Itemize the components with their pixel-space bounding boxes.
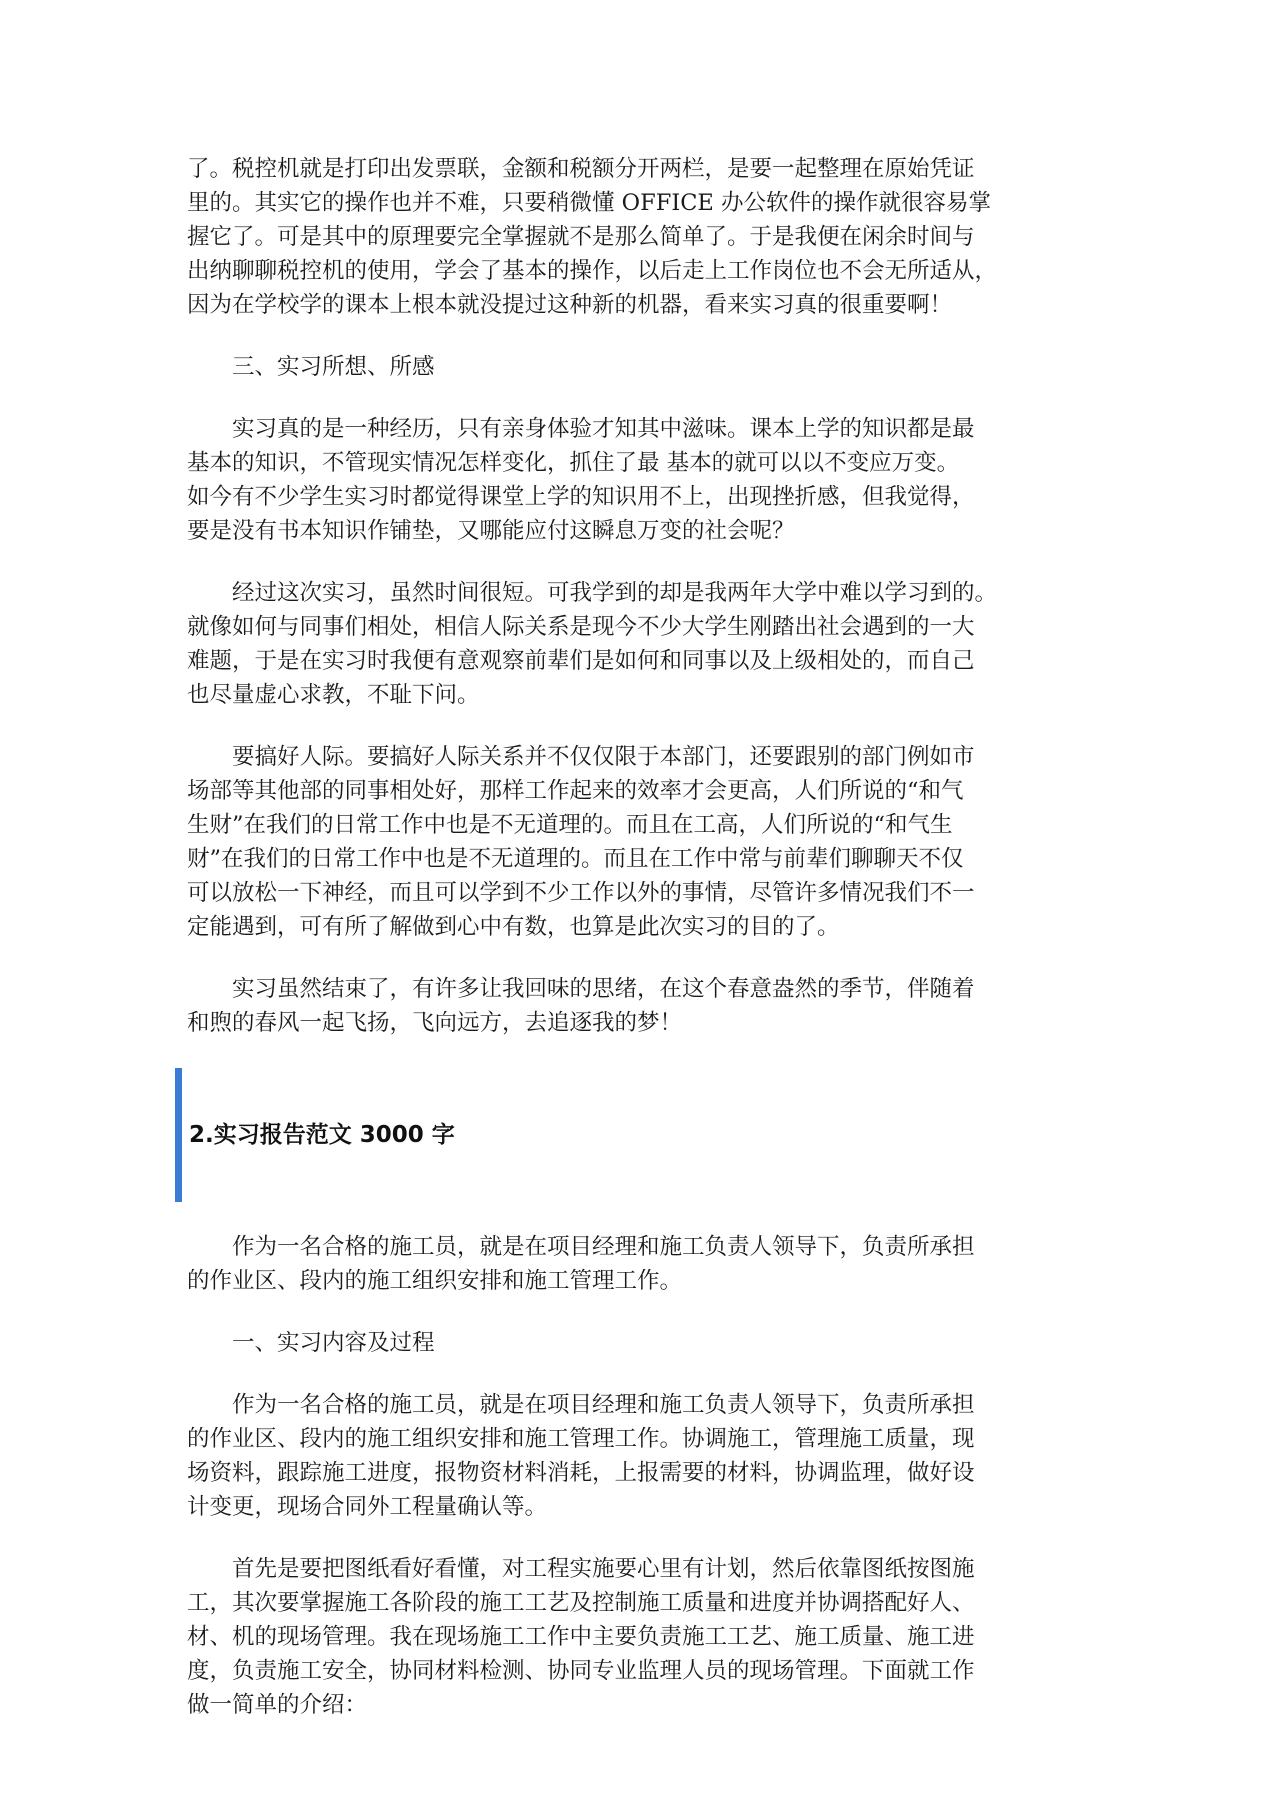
section-accent-bar <box>175 1068 182 1202</box>
paragraph-line: 出纳聊聊税控机的使用，学会了基本的操作，以后走上工作岗位也不会无所适从， <box>187 258 998 284</box>
paragraph-line: 的作业区、段内的施工组织安排和施工管理工作。 <box>187 1268 683 1294</box>
paragraph-line: 了。税控机就是打印出发票联，金额和税额分开两栏，是要一起整理在原始凭证 <box>187 156 975 182</box>
section-one-text <box>187 152 1097 1040</box>
paragraph-line: 实习虽然结束了，有许多让我回味的思绪，在这个春意盎然的季节，伴随着 <box>232 976 975 1002</box>
paragraph-line: 度，负责施工安全，协同材料检测、协同专业监理人员的现场管理。下面就工作 <box>187 1658 975 1684</box>
paragraph <box>187 1552 1097 1722</box>
paragraph-line: 财”在我们的日常工作中也是不无道理的。而且在工作中常与前辈们聊聊天不仅 <box>187 846 964 872</box>
paragraph-line: 要是没有书本知识作铺垫，又哪能应付这瞬息万变的社会呢？ <box>187 518 795 544</box>
paragraph-line: 基本的知识，不管现实情况怎样变化，抓住了最 基本的就可以以不变应万变。 <box>187 450 960 476</box>
paragraph-line: 也尽量虚心求教，不耻下问。 <box>187 682 480 708</box>
paragraph-line: 要搞好人际。要搞好人际关系并不仅仅限于本部门，还要跟别的部门例如市 <box>232 744 975 770</box>
paragraph <box>187 152 1097 322</box>
paragraph-line: 首先是要把图纸看好看懂，对工程实施要心里有计划，然后依靠图纸按图施 <box>232 1556 975 1582</box>
paragraph <box>187 1230 1097 1298</box>
subheading: 一、实习内容及过程 <box>232 1330 435 1356</box>
paragraph <box>187 1388 1097 1524</box>
paragraph-line: 就像如何与同事们相处，相信人际关系是现今不少大学生刚踏出社会遇到的一大 <box>187 614 975 640</box>
paragraph-line: 作为一名合格的施工员，就是在项目经理和施工负责人领导下，负责所承担 <box>232 1392 975 1418</box>
paragraph-line: 场部等其他部的同事相处好，那样工作起来的效率才会更高，人们所说的“和气 <box>187 778 964 804</box>
paragraph-line: 实习真的是一种经历，只有亲身体验才知其中滋味。课本上学的知识都是最 <box>232 416 975 442</box>
paragraph-line: 经过这次实习，虽然时间很短。可我学到的却是我两年大学中难以学习到的。 <box>232 580 998 606</box>
document-body <box>187 152 1097 1750</box>
paragraph-line: 的作业区、段内的施工组织安排和施工管理工作。协调施工，管理施工质量，现 <box>187 1426 975 1452</box>
paragraph-line: 因为在学校学的课本上根本就没提过这种新的机器，看来实习真的很重要啊！ <box>187 292 953 318</box>
section-title: 2.实习报告范文 3000 字 <box>189 1122 455 1148</box>
paragraph-line: 做一简单的介绍： <box>187 1692 368 1718</box>
paragraph-line: 定能遇到，可有所了解做到心中有数，也算是此次实习的目的了。 <box>187 914 840 940</box>
paragraph <box>187 412 1097 548</box>
paragraph <box>187 972 1097 1040</box>
paragraph-line: 握它了。可是其中的原理要完全掌握就不是那么简单了。于是我便在闲余时间与 <box>187 224 975 250</box>
paragraph <box>187 740 1097 944</box>
paragraph-line: 和煦的春风一起飞扬，飞向远方，去追逐我的梦！ <box>187 1010 683 1036</box>
paragraph <box>187 576 1097 712</box>
paragraph-line: 如今有不少学生实习时都觉得课堂上学的知识用不上，出现挫折感，但我觉得， <box>187 484 975 510</box>
subheading: 三、实习所想、所感 <box>232 354 435 380</box>
paragraph-line: 难题，于是在实习时我便有意观察前辈们是如何和同事以及上级相处的，而自己 <box>187 648 975 674</box>
paragraph-line: 生财”在我们的日常工作中也是不无道理的。而且在工高，人们所说的“和气生 <box>187 812 953 838</box>
section-two-text <box>187 1230 1097 1722</box>
paragraph-line: 计变更，现场合同外工程量确认等。 <box>187 1494 548 1520</box>
paragraph-line: 材、机的现场管理。我在现场施工工作中主要负责施工工艺、施工质量、施工进 <box>187 1624 975 1650</box>
paragraph-line: 可以放松一下神经，而且可以学到不少工作以外的事情，尽管许多情况我们不一 <box>187 880 975 906</box>
paragraph-line: 场资料，跟踪施工进度，报物资材料消耗，上报需要的材料，协调监理，做好设 <box>187 1460 975 1486</box>
section-heading <box>175 1068 1097 1202</box>
paragraph-line: 作为一名合格的施工员，就是在项目经理和施工负责人领导下，负责所承担 <box>232 1234 975 1260</box>
paragraph-line: 工，其次要掌握施工各阶段的施工工艺及控制施工质量和进度并协调搭配好人、 <box>187 1590 975 1616</box>
paragraph-line: 里的。其实它的操作也并不难，只要稍微懂 OFFICE 办公软件的操作就很容易掌 <box>187 190 992 216</box>
